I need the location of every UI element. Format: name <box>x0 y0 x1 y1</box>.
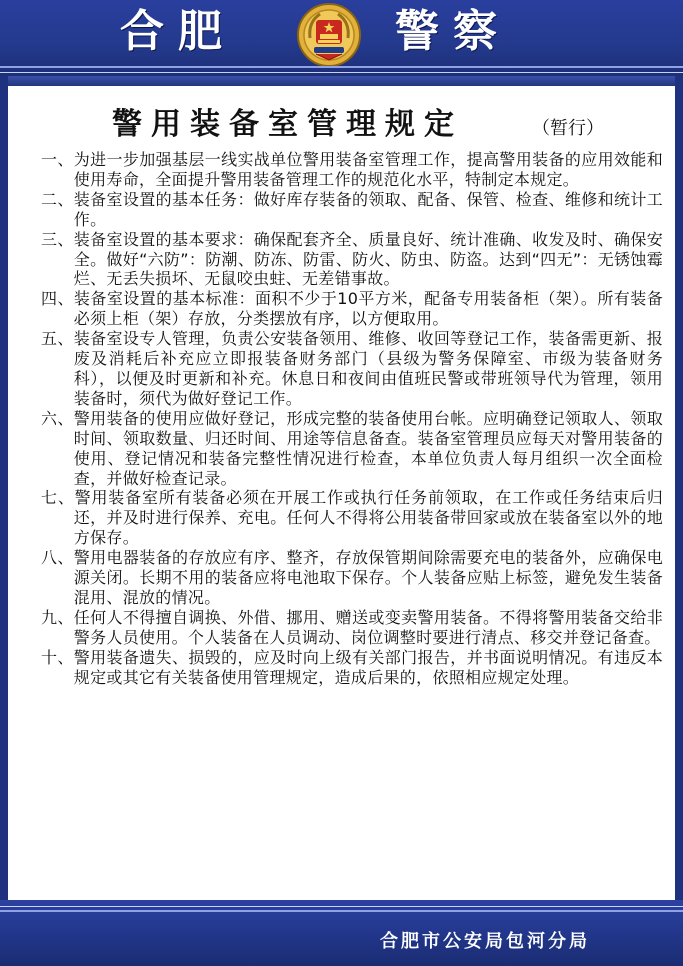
regulation-item-4: 四、装备室设置的基本标准：面积不少于10平方米，配备专用装备柜（架）。所有装备必须上柜（架）存放，分类摆放有序，以方便取用。 <box>41 289 663 329</box>
regulation-item-8: 八、警用电器装备的存放应有序、整齐，存放保管期间除需要充电的装备外，应确保电源关闭。长期不用的装备应将电池取下保存。个人装备应贴上标签，避免发生装备混用、混放的情况。 <box>41 548 663 607</box>
regulation-item-2: 二、装备室设置的基本任务：做好库存装备的领取、配备、保管、检查、维修和统计工作。 <box>41 189 663 229</box>
regulation-item-6: 六、警用装备的使用应做好登记，形成完整的装备使用台帐。应明确登记领取人、领取时间、领取数量、归还时间、用途等信息备查。装备室管理员应每天对警用装备的使用、登记情况和装备完整性情况进行检查，本单位负责人每月组织一次全面检查，并做好检查记录。 <box>41 408 663 488</box>
header-title-left: 合肥 <box>120 6 236 57</box>
regulation-item-1: 一、为进一步加强基层一线实战单位警用装备室管理工作，提高警用装备的应用效能和使用寿命，全面提升警用装备管理工作的规范化水平，特制定本规定。 <box>41 150 663 189</box>
header-bottom-strip <box>0 76 683 86</box>
footer-organization: 合肥市公安局包河分局 <box>380 931 590 952</box>
regulation-list <box>41 150 663 687</box>
regulation-item-3: 三、装备室设置的基本要求：确保配套齐全、质量良好、统计准确、收发及时、确保安全。做好“六防”：防潮、防冻、防雷、防火、防虫、防盗。达到“四无”：无锈蚀霉烂、无丢失损坏、无鼠咬虫蛀、无差错事故。 <box>41 229 663 289</box>
footer-divider <box>0 910 683 912</box>
police-emblem-icon <box>296 2 362 68</box>
header-divider <box>0 66 683 68</box>
regulation-item-10: 十、警用装备遗失、损毁的，应及时向上级有关部门报告，并书面说明情况。有违反本规定或其它有关装备使用管理规定，造成后果的，依照相应规定处理。 <box>41 647 663 687</box>
regulation-item-9: 九、任何人不得擅自调换、外借、挪用、赠送或变卖警用装备。不得将警用装备交给非警务人员使用。个人装备在人员调动、岗位调整时要进行清点、移交并登记备查。 <box>41 607 663 647</box>
document-subtitle: （暂行） <box>532 118 604 139</box>
header-banner <box>0 0 683 76</box>
right-border <box>675 76 683 900</box>
header-divider-thin <box>0 72 683 73</box>
regulation-item-5: 五、装备室设专人管理，负责公安装备领用、维修、收回等登记工作，装备需更新、报废及消耗后补充应立即报装备财务部门（县级为警务保障室、市级为装备财务科），以便及时更新和补充。休息日和夜间由值班民警或带班领导代为管理，领用装备时，须代为做好登记工作。 <box>41 329 663 408</box>
header-title-right: 警察 <box>395 6 511 57</box>
document-title: 警用装备室管理规定 <box>112 107 463 142</box>
footer-divider-thin <box>0 906 683 907</box>
left-border <box>0 76 8 900</box>
regulation-item-7: 七、警用装备室所有装备必须在开展工作或执行任务前领取，在工作或任务结束后归还，并及时进行保养、充电。任何人不得将公用装备带回家或放在装备室以外的地方保存。 <box>41 488 663 548</box>
